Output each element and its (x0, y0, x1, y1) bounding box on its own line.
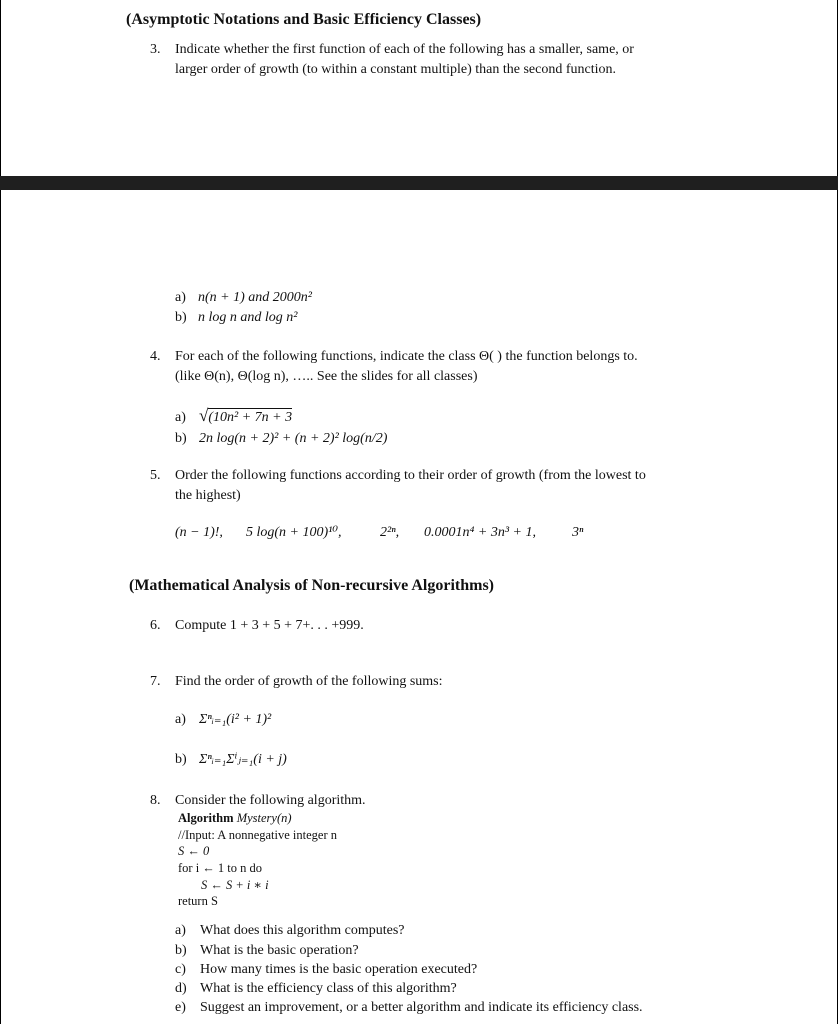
q5-function-1: (n − 1)!, (175, 525, 223, 540)
page-separator-bar (0, 176, 838, 190)
q4-b-expression: 2n log(n + 2)² + (n + 2)² log(n/2) (199, 431, 388, 446)
q8-text: Consider the following algorithm. (175, 793, 366, 808)
sqrt-icon: √ (199, 406, 209, 425)
q5-function-4: 0.0001n⁴ + 3n³ + 1, (424, 525, 536, 540)
algorithm-line-1: S ← 0 (178, 844, 210, 858)
q8-c-text: How many times is the basic operation executed? (200, 962, 478, 977)
q5-number: 5. (150, 468, 161, 483)
q4-text-line1: For each of the following functions, indicate the class Θ( ) the function belongs to. (175, 349, 638, 364)
q5-function-5: 3ⁿ (572, 525, 584, 540)
algorithm-input-comment: //Input: A nonnegative integer n (178, 828, 337, 842)
q5-text-line1: Order the following functions according to their order of growth (from the lowest to (175, 468, 646, 483)
q8-a-label: a) (175, 923, 186, 938)
q3-a-label: a) (175, 290, 186, 305)
q8-d-text: What is the efficiency class of this algorithm? (200, 981, 457, 996)
q8-b-label: b) (175, 943, 187, 958)
algorithm-line-3: S ← S + i ∗ i (201, 878, 269, 892)
q4-a-label: a) (175, 410, 186, 425)
q6-number: 6. (150, 618, 161, 633)
algorithm-title (178, 810, 292, 827)
q5-function-2: 5 log(n + 100)¹⁰, (246, 525, 342, 540)
algorithm-line-4: return S (178, 894, 218, 908)
q8-e-text: Suggest an improvement, or a better algorithm and indicate its efficiency class. (200, 1000, 643, 1015)
q4-a-expression (199, 406, 292, 428)
q3-a-expression: n(n + 1) and 2000n² (198, 290, 312, 305)
q3-b-expression: n log n and log n² (198, 310, 298, 325)
q8-e-label: e) (175, 1000, 186, 1015)
q3-text-line2: larger order of growth (to within a constant multiple) than the second function. (175, 62, 617, 77)
algorithm-name: Mystery(n) (236, 811, 292, 825)
q8-c-label: c) (175, 962, 186, 977)
algorithm-keyword: Algorithm (178, 811, 234, 825)
q4-a-radicand: (10n² + 7n + 3 (208, 410, 293, 425)
q4-number: 4. (150, 349, 161, 364)
page-bottom-frame (0, 190, 838, 1024)
q7-a-label: a) (175, 712, 186, 727)
q6-text: Compute 1 + 3 + 5 + 7+. . . +999. (175, 618, 364, 633)
q8-b-text: What is the basic operation? (200, 943, 359, 958)
q3-number: 3. (150, 42, 161, 57)
q7-number: 7. (150, 674, 161, 689)
algorithm-line-2: for i ← 1 to n do (178, 861, 263, 875)
q5-text-line2: the highest) (175, 488, 241, 503)
q7-a-expression: Σⁿᵢ₌₁(i² + 1)² (199, 712, 272, 727)
q4-text-line2: (like Θ(n), Θ(log n), ….. See the slides for all classes) (175, 369, 478, 384)
q3-b-label: b) (175, 310, 187, 325)
section-heading-asymptotic: (Asymptotic Notations and Basic Efficiency Classes) (126, 11, 482, 28)
q4-b-label: b) (175, 431, 187, 446)
q7-text: Find the order of growth of the following sums: (175, 674, 443, 689)
q8-a-text: What does this algorithm computes? (200, 923, 405, 938)
q3-text-line1: Indicate whether the first function of each of the following has a smaller, same, or (175, 42, 634, 57)
section-heading-nonrecursive: (Mathematical Analysis of Non-recursive Algorithms) (129, 577, 494, 594)
q8-number: 8. (150, 793, 161, 808)
q7-b-expression: Σⁿᵢ₌₁Σⁱⱼ₌₁(i + j) (199, 752, 287, 767)
q5-function-3: 2²ⁿ, (380, 525, 400, 540)
q7-b-label: b) (175, 752, 187, 767)
q8-d-label: d) (175, 981, 187, 996)
